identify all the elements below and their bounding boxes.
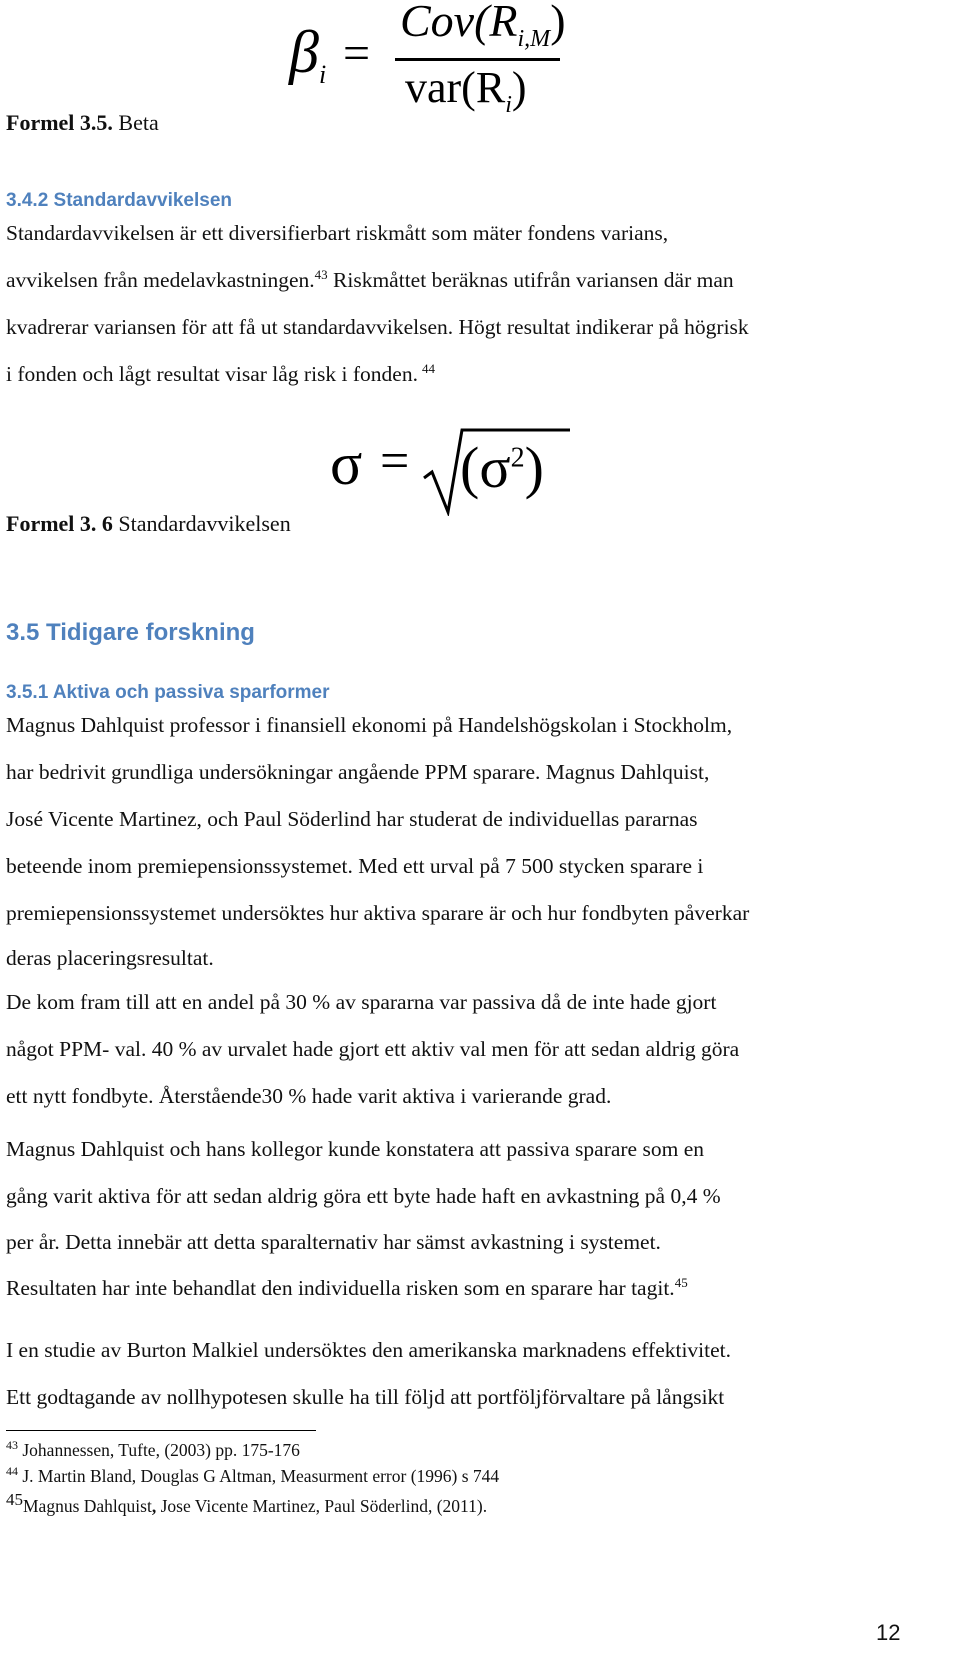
footnote-ref-45: 45 [674,1274,688,1290]
caption-sigma: Formel 3. 6 Standardavvikelsen [6,511,291,536]
beta-fraction-bar [395,58,560,61]
sigma-radicand: $(\sigma^2)$ [460,435,544,500]
paragraph-malkiel: I en studie av Burton Malkiel undersöktes den amerikanska marknadens effektivitet. Ett godtagande av nollhypotesen skulle ha till följd att portföljförvaltare på långsikt [6,1338,732,1409]
footnote-ref-44: 44 [421,360,435,376]
footnote-separator [6,1430,316,1431]
paragraph-standardavvikelsen: Standardavvikelsen är ett diversifierbart riskmått som mäter fondens varians, avvikelsen från medelavkastningen.$^{43}$ Riskmåttet beräknas utifrån variansen där man kvadrerar variansen för att få ut standardavvikelsen. Högt resultat indikerar på högrisk i fonden och lågt resultat visar låg risk i fonden. $^{44}$ [6,221,749,386]
footnote-43: $^{43}$ Johannessen, Tufte, (2003) pp. 175-176 [6,1438,300,1460]
beta-subscript: i [319,60,327,89]
paragraph-aktiva-passiva: Magnus Dahlquist professor i finansiell ekonomi på Handelshögskolan i Stockholm, har bedrivit grundliga undersökningar angående PPM sparare. Magnus Dahlquist, José Vicente Martinez, och Paul Söderlind har studerat de individuellas pararnas beteende inom premiepensionssystemet. Med ett urval på 7 500 stycken sparare i premiepensionssystemet undersöktes hur aktiva sparare är och hur fondbyten påverkar deras placeringsresultat. De kom fram till att en andel på 30 % av spararna var passiva då de inte hade gjort något PPM- val. 40 % av urvalet hade gjort ett aktiv val men för att sedan aldrig göra ett nytt fondbyte. Återstående30 % hade varit aktiva i varierande grad. [6,713,750,1108]
footnote-ref-43: 43 [314,266,328,282]
caption-beta: Formel 3.5. Beta [6,110,159,135]
beta-denominator: $var(R_i)$ [405,63,527,118]
beta-formula [285,0,575,125]
sigma-formula [330,420,580,520]
paragraph-dahlquist-results: Magnus Dahlquist och hans kollegor kunde konstatera att passiva sparare som en gång varit aktiva för att sedan aldrig göra ett byte hade haft en avkastning på 0,4 % per år. Detta innebär att detta sparalternativ har sämst avkastning i systemet. Resultaten har inte behandlat den individuella risken som en sparare har tagit.$^{45}$ [6,1137,721,1300]
page-number: 12 [876,1620,901,1645]
footnote-44: $^{44}$ J. Martin Bland, Douglas G Altman, Measurment error (1996) s 744 [6,1464,500,1486]
heading-3-5: 3.5 Tidigare forskning [6,619,255,646]
beta-numerator: $Cov(R_{i,M})$ [400,0,566,53]
beta-equals: = [343,27,371,80]
beta-symbol: β [289,19,319,85]
heading-3-4-2: 3.4.2 Standardavvikelsen [6,190,233,211]
sigma-equals: = [380,433,410,490]
heading-3-5-1: 3.5.1 Aktiva och passiva sparformer [6,682,330,703]
sigma-symbol: σ [330,431,363,497]
footnote-45: $^{45}$Magnus Dahlquist, Jose Vicente Martinez, Paul Söderlind, (2011). [6,1490,488,1516]
